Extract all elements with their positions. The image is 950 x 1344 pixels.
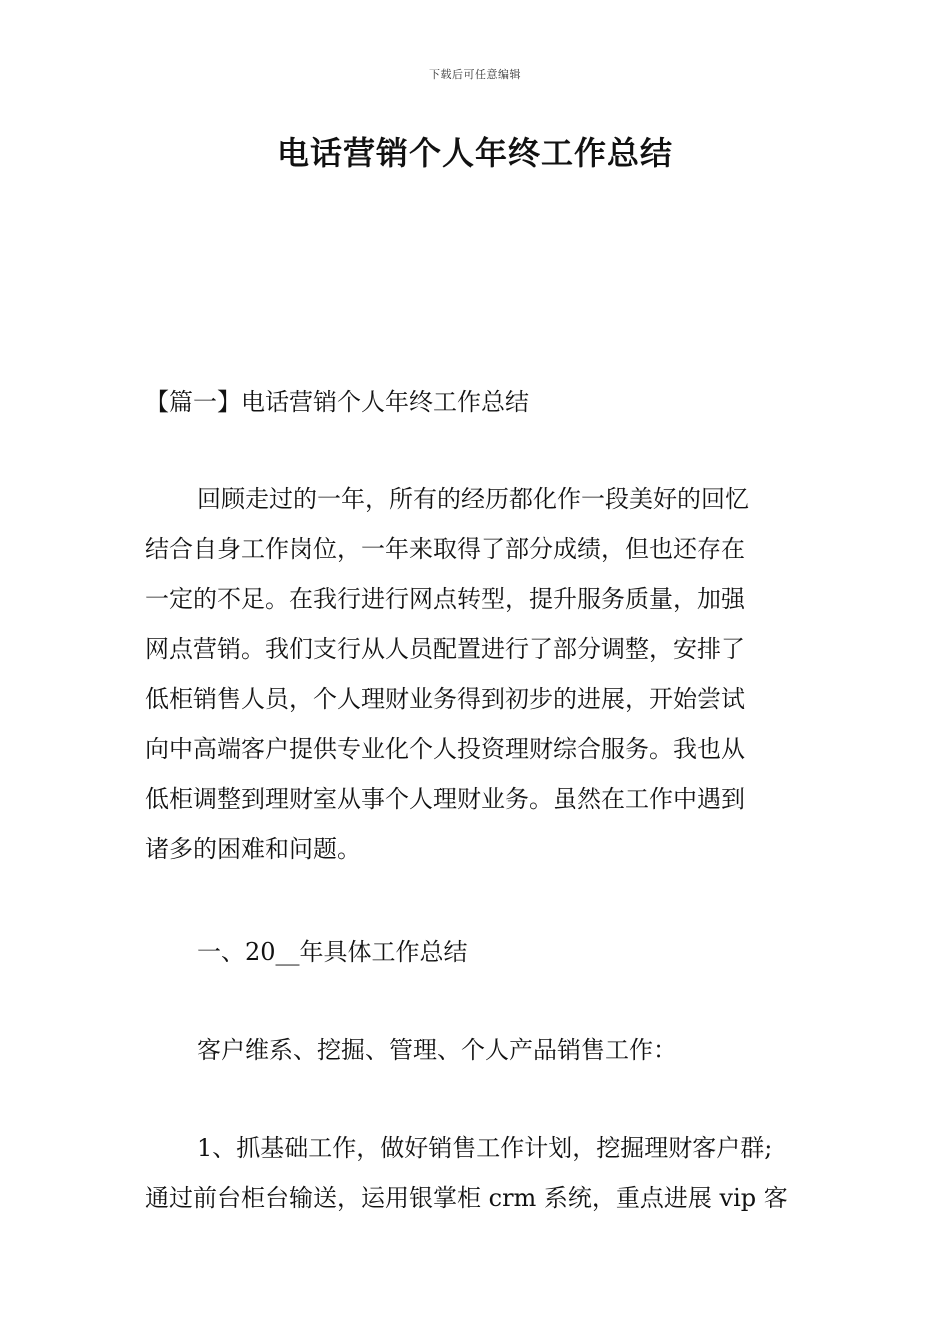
item-one-paragraph [145, 1123, 835, 1223]
item-one-line-2: 通过前台柜台输送，运用银掌柜 crm 系统，重点进展 vip 客 [145, 1184, 788, 1212]
header-note: 下载后可任意编辑 [429, 68, 521, 81]
intro-line-5: 低柜销售人员，个人理财业务得到初步的进展，开始尝试 [145, 685, 745, 713]
intro-line-8: 诸多的困难和问题。 [145, 835, 361, 863]
heading-one: 一、20__年具体工作总结 [197, 938, 468, 966]
intro-line-3: 一定的不足。在我行进行网点转型，提升服务质量，加强 [145, 585, 745, 613]
intro-line-6: 向中高端客户提供专业化个人投资理财综合服务。我也从 [145, 735, 745, 763]
intro-line-4: 网点营销。我们支行从人员配置进行了部分调整，安排了 [145, 635, 745, 663]
intro-line-2: 结合自身工作岗位，一年来取得了部分成绩，但也还存在 [145, 535, 745, 563]
document-title: 电话营销个人年终工作总结 [276, 134, 673, 172]
subheading: 客户维系、挖掘、管理、个人产品销售工作： [197, 1036, 677, 1064]
intro-line-1: 回顾走过的一年，所有的经历都化作一段美好的回忆 [197, 485, 749, 513]
intro-line-7: 低柜调整到理财室从事个人理财业务。虽然在工作中遇到 [145, 785, 745, 813]
intro-paragraph [145, 474, 815, 874]
item-one-line-1: 1、抓基础工作，做好销售工作计划，挖掘理财客户群; [197, 1134, 773, 1162]
section-title: 【篇一】电话营销个人年终工作总结 [145, 388, 529, 416]
